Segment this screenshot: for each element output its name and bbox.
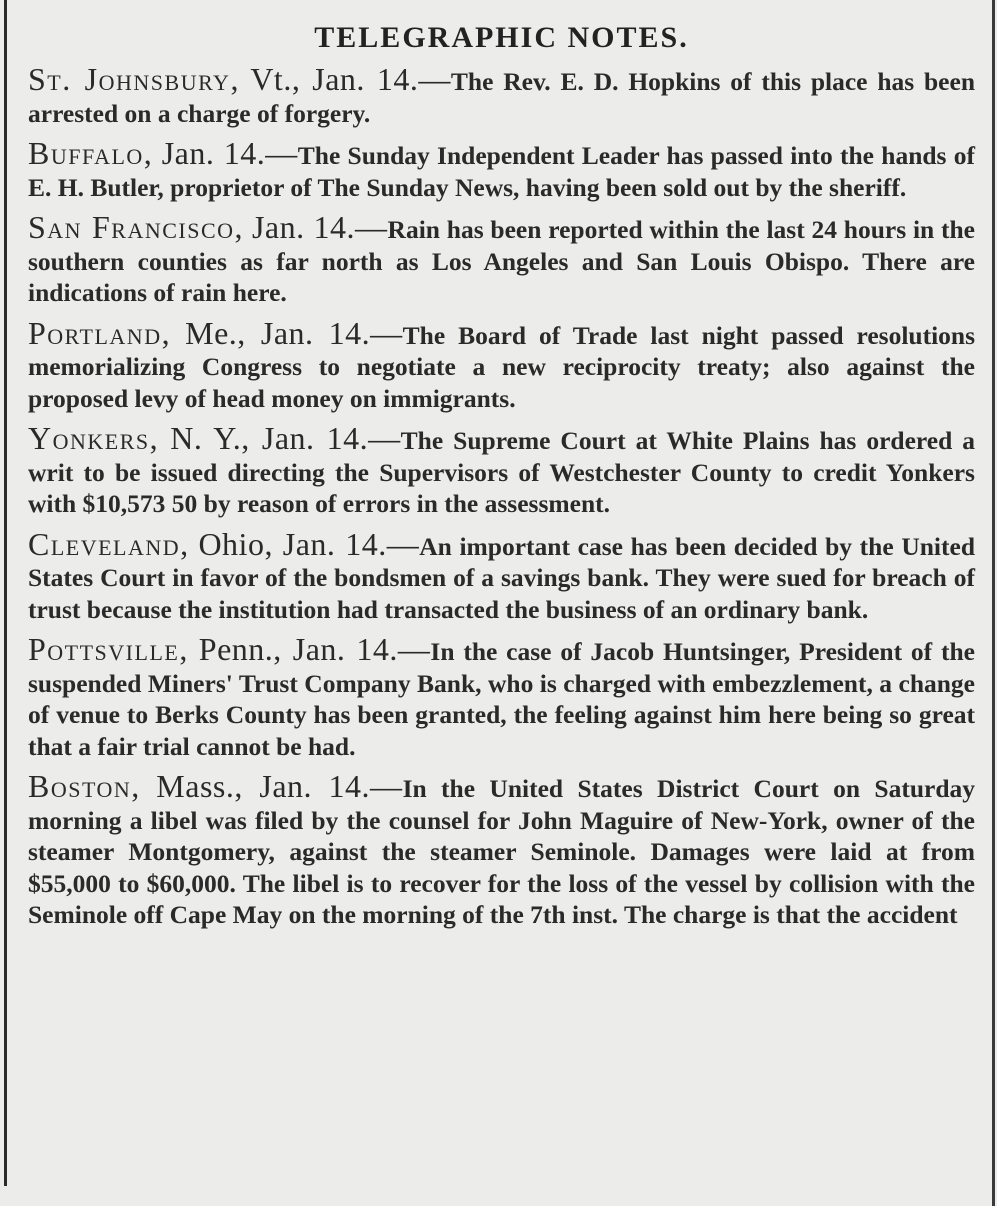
dateline-date: , Ohio, Jan. 14.— [180, 525, 420, 562]
dateline-date: , N. Y., Jan. 14.— [149, 420, 401, 456]
news-item-pottsville [28, 631, 975, 762]
dateline-date: , Mass., Jan. 14.— [131, 768, 403, 804]
dateline-date: , Jan. 14.— [143, 135, 298, 171]
news-item-cleveland [28, 525, 976, 626]
news-body: In the United States District Court on Saturday morning a libel was filed by the counsel for John Maguire of New-York, owner of the steamer Montgomery, against the steamer Seminole. Damages were laid at from $55,000 to $60,000. The libel is to recover for the loss of the vessel by collision with the Seminole off Cape May on the morning of the 7th inst. The charge is that the accident [28, 774, 976, 929]
news-item-yonkers [28, 420, 976, 520]
news-body: The Rev. E. D. Hopkins of this place has been arrested on a charge of forgery. [28, 67, 976, 128]
dateline-date: , Me., Jan. 14.— [161, 314, 403, 351]
dateline-place: Cleveland [28, 525, 181, 562]
news-item-buffalo [28, 135, 975, 203]
news-body: The Sunday Independent Leader has passed into the hands of E. H. Butler, proprietor of The Sunday News, having been sold out by the sheriff. [28, 141, 975, 202]
news-item-portland [28, 314, 976, 415]
dateline-date: , Penn., Jan. 14.— [179, 631, 431, 667]
dateline-place: Pottsville [28, 631, 180, 667]
news-body: An important case has been decided by the United States Court in favor of the bondsmen of a savings bank. They were sued for breach of trust because the institution had transacted the business of an ordinary bank. [28, 531, 976, 624]
column-rule-left [4, 0, 7, 1186]
news-body: In the case of Jacob Huntsinger, President of the suspended Miners' Trust Company Bank, who is charged with embezzlement, a change of venue to Berks County has been granted, the feeling against him here being so great that a fair trial cannot be had. [28, 637, 975, 761]
news-body: The Supreme Court at White Plains has ordered a writ to be issued directing the Supervisors of Westchester County to credit Yonkers with $10,573 50 by reason of errors in the assessment. [28, 426, 976, 518]
news-body: Rain has been reported within the last 24 hours in the southern counties as far north as Los Angeles and San Louis Obispo. There are indications of rain here. [28, 215, 975, 307]
news-body: The Board of Trade last night passed resolutions memorializing Congress to negotiate a new reciprocity treaty; also against the proposed levy of head money on immigrants. [28, 320, 976, 413]
dateline-place: Portland [28, 314, 162, 351]
headline: TELEGRAPHIC NOTES. [314, 21, 689, 54]
news-item-boston [28, 768, 976, 931]
news-item-san-francisco [28, 209, 975, 309]
news-column [28, 18, 975, 940]
dateline-date: , Vt., Jan. 14.— [230, 61, 451, 97]
dateline-place: Buffalo [28, 135, 144, 171]
dateline-date: , Jan. 14.— [234, 209, 388, 245]
dateline-place: St. Johnsbury [28, 61, 231, 97]
news-item-st-johnsbury [28, 61, 976, 129]
column-rule-right [992, 0, 995, 1206]
dateline-place: San Francisco [28, 209, 235, 245]
dateline-place: Boston [28, 768, 132, 804]
dateline-place: Yonkers [28, 420, 150, 456]
